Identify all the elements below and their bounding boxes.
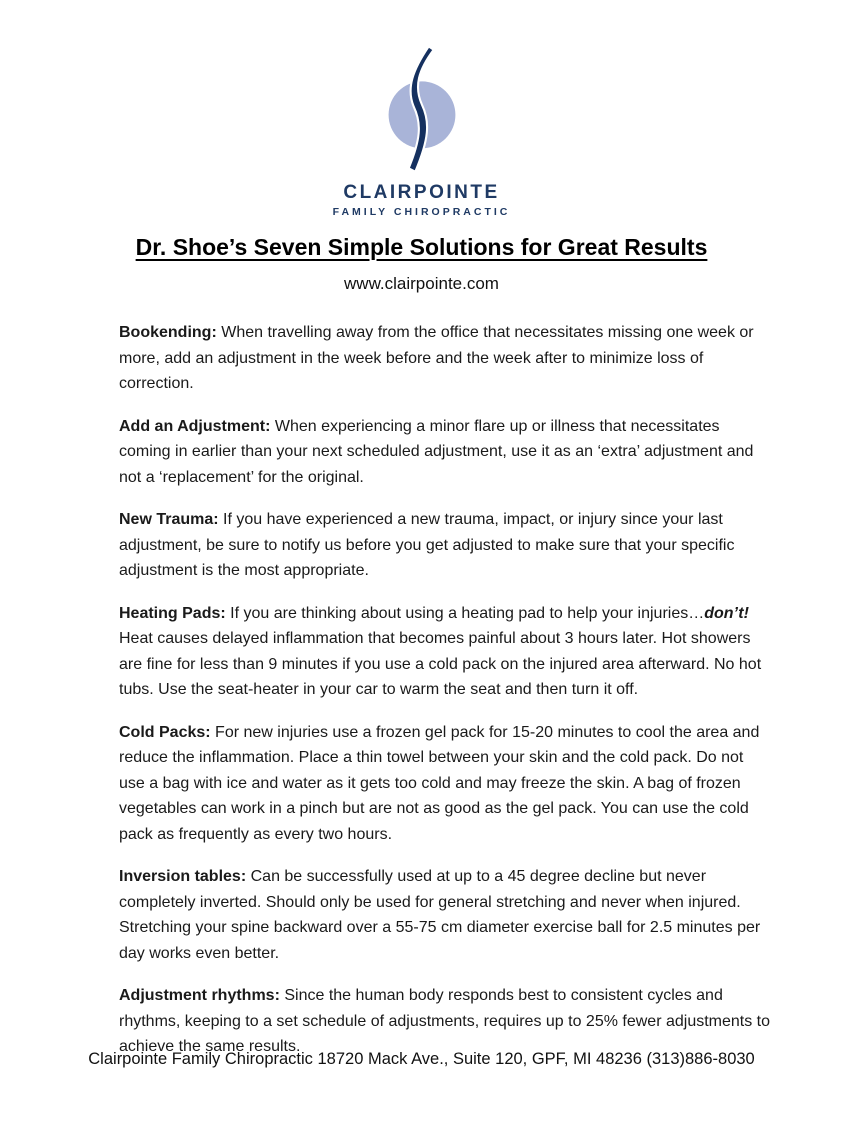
clinic-name: CLAIRPOINTE (343, 182, 500, 203)
tip-text: If you are thinking about using a heating pad to help your injuries… (230, 604, 705, 622)
clinic-logo (0, 0, 843, 218)
tip-label: Inversion tables: (119, 868, 247, 885)
tip-label: New Trauma: (119, 511, 219, 528)
tip-label: Cold Packs: (119, 723, 211, 741)
tip-text: For new injuries use a frozen gel pack for 15-20 minutes to cool the area and reduce the inflammation. Place a thin towel between your skin and the cold pack. Do not use a bag with ice and water as it gets too cold and may freeze the skin. A bag of frozen vegetables can work in a pinch but are not as good as the gel pack. You can use the cold pack as frequently as every two hours. (119, 723, 760, 843)
tip-paragraph-bookending (119, 320, 771, 397)
spine-circle-icon (362, 38, 482, 180)
tip-paragraph-add-adjustment (119, 414, 771, 491)
tip-paragraph-adjustment-rhythms (119, 983, 771, 1060)
clinic-subtitle: FAMILY CHIROPRACTIC (332, 206, 511, 218)
tips-list (119, 320, 771, 1060)
tip-text-continued: Heat causes delayed inflammation that becomes painful about 3 hours later. Hot showers are fine for less than 9 minutes if you use a cold pack on the injured area afterward. No hot tubs. Use the seat-heater in your car to warm the seat and then turn it off. (119, 630, 762, 698)
page-title: Dr. Shoe’s Seven Simple Solutions for Great Results (135, 234, 708, 260)
tip-text: Since the human body responds best to consistent cycles and rhythms, keeping to a set schedule of adjustments, requires up to 25% fewer adjustments to achieve the same results. (119, 987, 771, 1055)
tip-text: When travelling away from the office that necessitates missing one week or more, add an adjustment in the week before and the week after to minimize loss of correction. (119, 324, 754, 392)
tip-label: Heating Pads: (119, 604, 226, 622)
footer-address: Clairpointe Family Chiropractic 18720 Mack Ave., Suite 120, GPF, MI 48236 (313)886-8030 (88, 1050, 755, 1068)
tip-emphasis: don’t! (704, 604, 749, 622)
tip-label: Bookending: (119, 324, 217, 341)
tip-paragraph-new-trauma (119, 507, 771, 584)
tip-label: Adjustment rhythms: (119, 987, 280, 1004)
tip-text: Can be successfully used at up to a 45 degree decline but never completely inverted. Should only be used for general stretching and never when injured. Stretching your spine backward over a 55-75 cm diameter exercise ball for 2.5 minutes per day works even better. (119, 868, 761, 962)
website-text: www.clairpointe.com (344, 274, 499, 293)
tip-text: When experiencing a minor flare up or illness that necessitates coming in earlier than your next scheduled adjustment, use it as an ‘extra’ adjustment and not a ‘replacement’ for the original. (119, 417, 754, 486)
tip-paragraph-inversion-tables (119, 864, 771, 966)
tip-label: Add an Adjustment: (119, 417, 271, 435)
tip-paragraph-heating-pads (119, 601, 771, 703)
tip-text: If you have experienced a new trauma, impact, or injury since your last adjustment, be sure to notify us before you get adjusted to make sure that your specific adjustment is the most appropriate. (119, 511, 735, 579)
tip-paragraph-cold-packs (119, 720, 771, 848)
